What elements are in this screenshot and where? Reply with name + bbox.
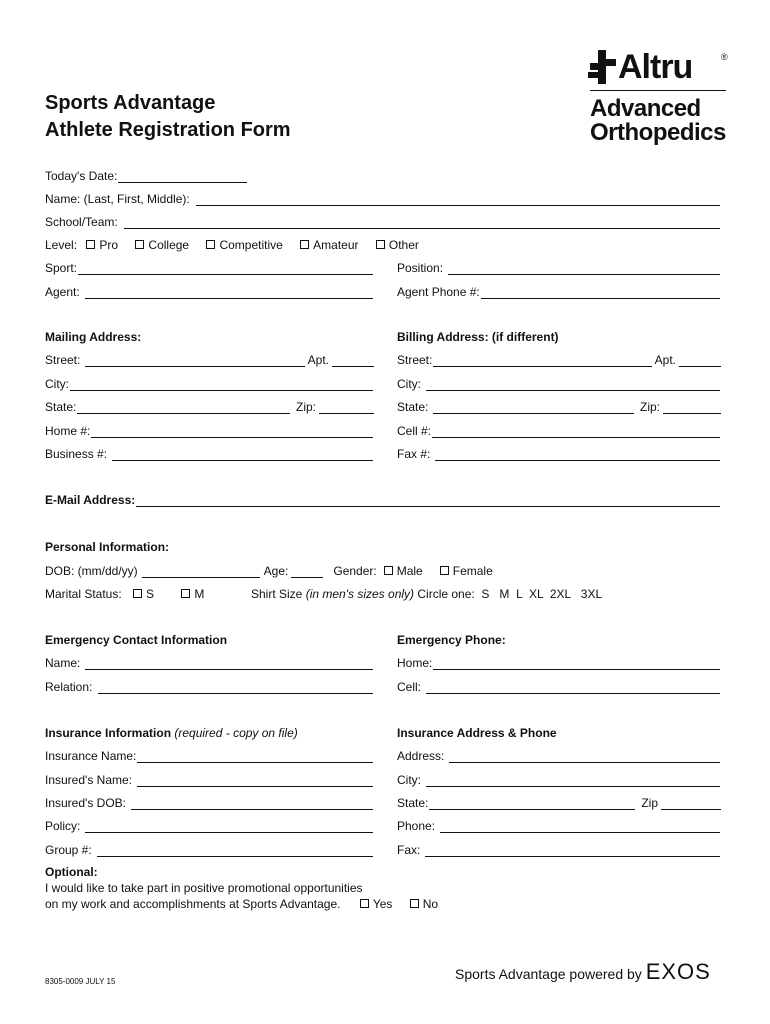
level-row bbox=[45, 238, 419, 252]
age-label: Age: bbox=[263, 564, 289, 578]
powered-by-text: Sports Advantage powered by bbox=[455, 966, 642, 982]
insurance-heading-text: Insurance Information bbox=[45, 726, 172, 740]
billing-city-label: City: bbox=[397, 377, 421, 391]
mailing-home-line[interactable] bbox=[91, 425, 373, 438]
billing-state-line[interactable] bbox=[433, 401, 634, 414]
level-option-amateur[interactable]: Amateur bbox=[300, 238, 358, 252]
email-line[interactable] bbox=[136, 494, 720, 507]
insured-name-label: Insured's Name: bbox=[45, 773, 132, 787]
shirt-size-label: Shirt Size bbox=[251, 587, 303, 601]
shirt-size-row bbox=[251, 587, 602, 601]
optional-line1: I would like to take part in positive promotional opportunities bbox=[45, 881, 363, 895]
insurance-name-label: Insurance Name: bbox=[45, 749, 137, 763]
insurance-address-heading: Insurance Address & Phone bbox=[397, 726, 557, 740]
optional-heading: Optional: bbox=[45, 865, 98, 879]
level-option-college[interactable]: College bbox=[135, 238, 189, 252]
emergency-home-line[interactable] bbox=[433, 657, 720, 670]
marital-label: Marital Status: bbox=[45, 587, 122, 601]
level-option-pro[interactable]: Pro bbox=[86, 238, 118, 252]
insurance-zip-label: Zip bbox=[641, 796, 658, 810]
gender-option-female[interactable]: Female bbox=[440, 564, 493, 578]
mailing-street-field[interactable] bbox=[45, 353, 374, 367]
age-line[interactable] bbox=[291, 565, 323, 578]
altru-brand: Altru bbox=[618, 48, 693, 86]
gender-label: Gender: bbox=[333, 564, 377, 578]
insured-dob-label: Insured's DOB: bbox=[45, 796, 126, 810]
insurance-state-line[interactable] bbox=[429, 797, 635, 810]
checkbox-icon[interactable] bbox=[376, 240, 385, 249]
policy-field[interactable] bbox=[45, 819, 374, 833]
billing-cell-line[interactable] bbox=[432, 425, 720, 438]
emergency-cell-label: Cell: bbox=[397, 680, 422, 694]
emergency-relation-label: Relation: bbox=[45, 680, 93, 694]
group-label: Group #: bbox=[45, 843, 92, 857]
emergency-home-field[interactable] bbox=[397, 656, 721, 670]
insurance-state-field[interactable] bbox=[397, 796, 721, 810]
billing-street-label: Street: bbox=[397, 353, 433, 367]
mailing-apt-label: Apt. bbox=[307, 353, 329, 367]
level-option-other[interactable]: Other bbox=[376, 238, 419, 252]
insurance-zip-line[interactable] bbox=[661, 797, 721, 810]
mailing-city-line[interactable] bbox=[70, 378, 373, 391]
sport-field[interactable] bbox=[45, 261, 374, 275]
checkbox-icon[interactable] bbox=[440, 566, 449, 575]
checkbox-icon[interactable] bbox=[410, 899, 419, 908]
billing-apt-label: Apt. bbox=[654, 353, 676, 367]
form-code: 8305-0009 JULY 15 bbox=[45, 977, 116, 986]
agent-phone-field[interactable] bbox=[397, 285, 721, 299]
insurance-name-field[interactable] bbox=[45, 749, 374, 763]
mailing-business-label: Business #: bbox=[45, 447, 108, 461]
policy-line[interactable] bbox=[85, 820, 373, 833]
promo-option-yes[interactable]: Yes bbox=[360, 897, 393, 911]
altru-logo bbox=[588, 50, 728, 146]
marital-option-m[interactable]: M bbox=[181, 587, 204, 601]
insurance-address-label: Address: bbox=[397, 749, 445, 763]
insurance-fax-line[interactable] bbox=[425, 844, 720, 857]
agent-phone-line[interactable] bbox=[481, 286, 720, 299]
billing-city-line[interactable] bbox=[426, 378, 720, 391]
shirt-size-note: (in men's sizes only) bbox=[305, 587, 415, 601]
billing-cell-field[interactable] bbox=[397, 424, 721, 438]
sport-line[interactable] bbox=[78, 262, 373, 275]
todays-date-line[interactable] bbox=[118, 170, 247, 183]
mailing-heading: Mailing Address: bbox=[45, 330, 142, 344]
agent-phone-label: Agent Phone #: bbox=[397, 285, 480, 299]
position-field[interactable] bbox=[397, 261, 721, 275]
checkbox-icon[interactable] bbox=[360, 899, 369, 908]
dob-label: DOB: (mm/dd/yy) bbox=[45, 564, 138, 578]
name-field[interactable] bbox=[45, 192, 721, 206]
personal-heading: Personal Information: bbox=[45, 540, 170, 554]
mailing-city-label: City: bbox=[45, 377, 69, 391]
agent-field[interactable] bbox=[45, 285, 374, 299]
dob-line[interactable] bbox=[142, 565, 260, 578]
gender-option-male[interactable]: Male bbox=[384, 564, 423, 578]
insurance-phone-line[interactable] bbox=[440, 820, 720, 833]
logo-divider bbox=[590, 90, 726, 91]
form-title-line2: Athlete Registration Form bbox=[45, 119, 291, 141]
insurance-phone-label: Phone: bbox=[397, 819, 436, 833]
position-line[interactable] bbox=[448, 262, 720, 275]
mailing-street-label: Street: bbox=[45, 353, 81, 367]
insurance-name-line[interactable] bbox=[137, 750, 373, 763]
altru-cross-icon bbox=[588, 50, 618, 84]
insurance-city-line[interactable] bbox=[426, 774, 720, 787]
checkbox-icon[interactable] bbox=[181, 589, 190, 598]
insurance-heading bbox=[45, 726, 298, 740]
name-label: Name: (Last, First, Middle): bbox=[45, 192, 190, 206]
powered-by bbox=[455, 960, 711, 986]
agent-label: Agent: bbox=[45, 285, 80, 299]
marital-option-s[interactable]: S bbox=[133, 587, 154, 601]
billing-zip-label: Zip: bbox=[639, 400, 660, 414]
level-label: Level: bbox=[45, 238, 78, 252]
checkbox-icon[interactable] bbox=[300, 240, 309, 249]
insured-dob-line[interactable] bbox=[131, 797, 373, 810]
billing-fax-label: Fax #: bbox=[397, 447, 431, 461]
insurance-city-field[interactable] bbox=[397, 773, 721, 787]
promo-option-no[interactable]: No bbox=[410, 897, 438, 911]
billing-fax-line[interactable] bbox=[435, 448, 720, 461]
logo-advanced: Advanced bbox=[590, 95, 701, 122]
school-team-line[interactable] bbox=[124, 216, 720, 229]
exos-logo: EXOS bbox=[645, 959, 711, 984]
insurance-city-label: City: bbox=[397, 773, 421, 787]
insurance-state-label: State: bbox=[397, 796, 429, 810]
mailing-business-field[interactable] bbox=[45, 447, 374, 461]
mailing-home-label: Home #: bbox=[45, 424, 91, 438]
todays-date-label: Today's Date: bbox=[45, 169, 118, 183]
billing-heading: Billing Address: (if different) bbox=[397, 330, 559, 344]
mailing-state-line[interactable] bbox=[77, 401, 290, 414]
insurance-address-field[interactable] bbox=[397, 749, 721, 763]
group-field[interactable] bbox=[45, 843, 374, 857]
emergency-cell-field[interactable] bbox=[397, 680, 721, 694]
personal-row-1 bbox=[45, 564, 525, 578]
name-line[interactable] bbox=[196, 193, 720, 206]
school-team-field[interactable] bbox=[45, 215, 721, 229]
mailing-business-line[interactable] bbox=[112, 448, 373, 461]
emergency-home-label: Home: bbox=[397, 656, 433, 670]
level-option-competitive[interactable]: Competitive bbox=[206, 238, 282, 252]
emergency-relation-field[interactable] bbox=[45, 680, 374, 694]
billing-street-field[interactable] bbox=[397, 353, 721, 367]
registered-mark-icon: ® bbox=[721, 52, 728, 62]
position-label: Position: bbox=[397, 261, 444, 275]
billing-fax-field[interactable] bbox=[397, 447, 721, 461]
form-title-line1: Sports Advantage bbox=[45, 92, 216, 114]
checkbox-icon[interactable] bbox=[206, 240, 215, 249]
emergency-relation-line[interactable] bbox=[98, 681, 373, 694]
insurance-address-line[interactable] bbox=[449, 750, 720, 763]
optional-line2-row bbox=[45, 897, 438, 911]
mailing-zip-label: Zip: bbox=[295, 400, 316, 414]
billing-state-field[interactable] bbox=[397, 400, 721, 414]
mailing-zip-line[interactable] bbox=[319, 401, 374, 414]
insurance-fax-field[interactable] bbox=[397, 843, 721, 857]
sport-label: Sport: bbox=[45, 261, 78, 275]
agent-line[interactable] bbox=[85, 286, 373, 299]
insured-name-field[interactable] bbox=[45, 773, 374, 787]
logo-orthopedics: Orthopedics bbox=[590, 119, 726, 146]
personal-row-2 bbox=[45, 587, 204, 601]
checkbox-icon[interactable] bbox=[135, 240, 144, 249]
insurance-phone-field[interactable] bbox=[397, 819, 721, 833]
checkbox-icon[interactable] bbox=[384, 566, 393, 575]
todays-date-field[interactable] bbox=[45, 169, 248, 183]
billing-apt-line[interactable] bbox=[679, 354, 721, 367]
email-field[interactable] bbox=[45, 493, 721, 507]
billing-cell-label: Cell #: bbox=[397, 424, 432, 438]
mailing-street-line[interactable] bbox=[85, 354, 304, 367]
insurance-heading-note: (required - copy on file) bbox=[174, 726, 298, 740]
emergency-name-field[interactable] bbox=[45, 656, 374, 670]
mailing-state-field[interactable] bbox=[45, 400, 374, 414]
mailing-city-field[interactable] bbox=[45, 377, 374, 391]
emergency-name-label: Name: bbox=[45, 656, 81, 670]
form-title bbox=[45, 90, 291, 144]
insurance-fax-label: Fax: bbox=[397, 843, 421, 857]
policy-label: Policy: bbox=[45, 819, 81, 833]
checkbox-icon[interactable] bbox=[86, 240, 95, 249]
group-line[interactable] bbox=[97, 844, 373, 857]
emergency-name-line[interactable] bbox=[85, 657, 373, 670]
emergency-heading: Emergency Contact Information bbox=[45, 633, 228, 647]
checkbox-icon[interactable] bbox=[133, 589, 142, 598]
billing-state-label: State: bbox=[397, 400, 429, 414]
insured-name-line[interactable] bbox=[137, 774, 373, 787]
school-team-label: School/Team: bbox=[45, 215, 118, 229]
mailing-state-label: State: bbox=[45, 400, 77, 414]
email-label: E-Mail Address: bbox=[45, 493, 136, 507]
shirt-size-options[interactable]: Circle one: S M L XL 2XL 3XL bbox=[417, 587, 603, 601]
billing-zip-line[interactable] bbox=[663, 401, 721, 414]
mailing-apt-line[interactable] bbox=[332, 354, 374, 367]
insured-dob-field[interactable] bbox=[45, 796, 374, 810]
optional-line2: on my work and accomplishments at Sports Advantage. bbox=[45, 897, 341, 911]
emergency-phone-heading: Emergency Phone: bbox=[397, 633, 506, 647]
mailing-home-field[interactable] bbox=[45, 424, 374, 438]
billing-city-field[interactable] bbox=[397, 377, 721, 391]
emergency-cell-line[interactable] bbox=[426, 681, 720, 694]
billing-street-line[interactable] bbox=[433, 354, 651, 367]
